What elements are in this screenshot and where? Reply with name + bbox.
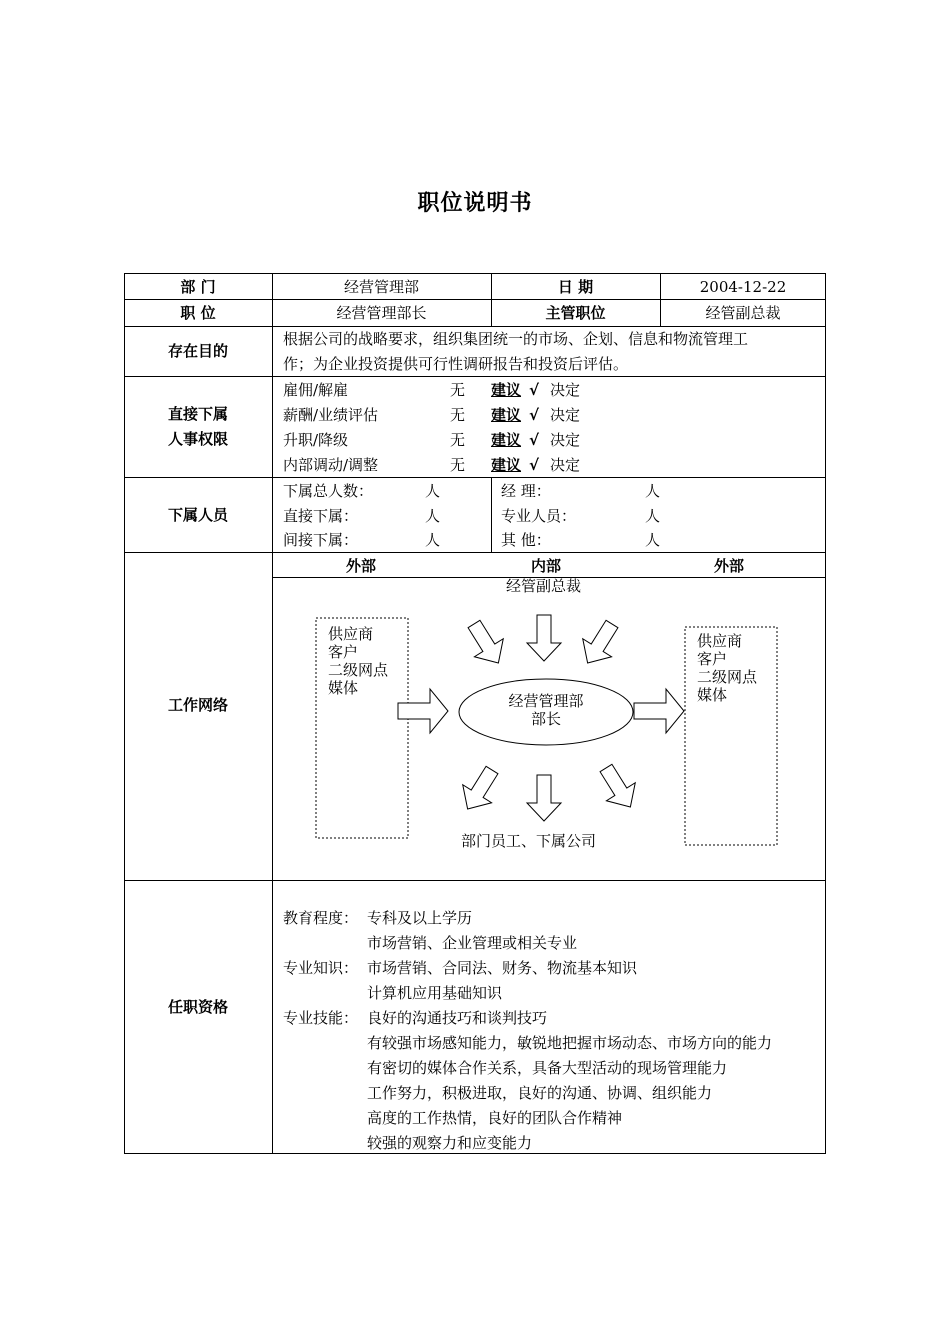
network-col-internal: 内部 — [531, 557, 562, 575]
knowledge-item: 市场营销、合同法、财务、物流基本知识 — [367, 959, 638, 977]
date-label: 日 期 — [557, 278, 594, 296]
education-item: 专科及以上学历 — [367, 909, 473, 927]
arrow-down-icon — [460, 615, 513, 672]
subordinates-label: 下属人员 — [167, 506, 228, 524]
unit-label: 人 — [645, 507, 661, 525]
option-decide: 决定 — [550, 456, 581, 474]
arrow-down-icon — [573, 615, 626, 672]
supervisor-value: 经管副总裁 — [705, 304, 781, 322]
left-box-item: 媒体 — [328, 679, 359, 697]
date-value: 2004-12-22 — [699, 278, 787, 296]
education-label: 教育程度： — [283, 909, 359, 927]
arrow-down-icon — [592, 759, 645, 816]
option-none: 无 — [450, 431, 466, 449]
indirect-subordinates-label: 间接下属： — [283, 531, 359, 549]
right-box-item: 客户 — [697, 650, 728, 668]
option-none: 无 — [450, 456, 466, 474]
arrow-right-icon — [398, 689, 448, 733]
purpose-line-2: 作；为企业投资提供可行性调研报告和投资后评估。 — [283, 355, 629, 373]
dept-label: 部 门 — [180, 278, 216, 296]
option-decide: 决定 — [550, 381, 581, 399]
skill-label: 专业技能： — [283, 1009, 359, 1027]
center-node-line-1: 经营管理部 — [508, 692, 584, 710]
left-box-item: 客户 — [328, 643, 359, 661]
arrow-right-icon — [634, 689, 684, 733]
position-value: 经营管理部长 — [336, 304, 427, 322]
option-suggest: 建议 — [491, 431, 522, 449]
education-item: 市场营销、企业管理或相关专业 — [367, 934, 578, 952]
total-subordinates-label: 下属总人数： — [283, 482, 374, 500]
direct-subordinates-label: 直接下属： — [283, 507, 359, 525]
network-label: 工作网络 — [167, 696, 228, 714]
unit-label: 人 — [425, 507, 441, 525]
authority-item: 雇佣/解雇 — [283, 381, 349, 399]
unit-label: 人 — [645, 531, 661, 549]
unit-label: 人 — [645, 482, 661, 500]
manager-count-label: 经 理： — [501, 482, 551, 500]
option-decide: 决定 — [550, 406, 581, 424]
authority-item: 薪酬/业绩评估 — [283, 406, 379, 424]
qualification-label: 任职资格 — [167, 998, 228, 1016]
option-none: 无 — [450, 381, 466, 399]
purpose-line-1: 根据公司的战略要求，组织集团统一的市场、企划、信息和物流管理工 — [283, 330, 749, 348]
arrow-down-icon — [527, 775, 561, 821]
specialist-count-label: 专业人员： — [501, 507, 577, 525]
option-suggest: 建议 — [491, 456, 522, 474]
skill-item: 有密切的媒体合作关系，具备大型活动的现场管理能力 — [367, 1059, 728, 1077]
knowledge-item: 计算机应用基础知识 — [367, 984, 503, 1002]
document-title: 职位说明书 — [417, 191, 533, 216]
option-suggest: 建议 — [491, 381, 522, 399]
right-box-item: 二级网点 — [697, 668, 758, 686]
right-box-item: 媒体 — [697, 686, 728, 704]
right-box-item: 供应商 — [697, 632, 743, 650]
check-icon: √ — [529, 381, 540, 399]
option-none: 无 — [450, 406, 466, 424]
dept-value: 经营管理部 — [343, 278, 419, 296]
check-icon: √ — [529, 406, 540, 424]
authority-label-2: 人事权限 — [167, 430, 228, 448]
check-icon: √ — [529, 456, 540, 474]
option-decide: 决定 — [550, 431, 581, 449]
authority-item: 内部调动/调整 — [283, 456, 379, 474]
network-bottom-node: 部门员工、下属公司 — [461, 832, 597, 850]
skill-item: 较强的观察力和应变能力 — [367, 1134, 533, 1152]
skill-item: 有较强市场感知能力，敏锐地把握市场动态、市场方向的能力 — [367, 1034, 773, 1052]
arrow-down-icon — [527, 615, 561, 661]
authority-label-1: 直接下属 — [167, 405, 228, 423]
skill-item: 工作努力，积极进取，良好的沟通、协调、组织能力 — [367, 1084, 713, 1102]
left-box-item: 供应商 — [328, 625, 374, 643]
option-suggest: 建议 — [491, 406, 522, 424]
arrow-down-icon — [453, 761, 506, 818]
network-col-external-right: 外部 — [714, 557, 745, 575]
network-top-node: 经管副总裁 — [506, 577, 582, 595]
unit-label: 人 — [425, 482, 441, 500]
skill-item: 高度的工作热情，良好的团队合作精神 — [367, 1109, 623, 1127]
skill-item: 良好的沟通技巧和谈判技巧 — [367, 1009, 548, 1027]
authority-item: 升职/降级 — [283, 431, 349, 449]
position-label: 职 位 — [180, 304, 216, 322]
network-col-external-left: 外部 — [346, 557, 377, 575]
supervisor-label: 主管职位 — [545, 304, 606, 322]
center-node-line-2: 部长 — [530, 710, 561, 728]
knowledge-label: 专业知识： — [283, 959, 359, 977]
purpose-label: 存在目的 — [167, 342, 228, 360]
other-count-label: 其 他： — [501, 531, 551, 549]
left-box-item: 二级网点 — [328, 661, 389, 679]
check-icon: √ — [529, 431, 540, 449]
unit-label: 人 — [425, 531, 441, 549]
